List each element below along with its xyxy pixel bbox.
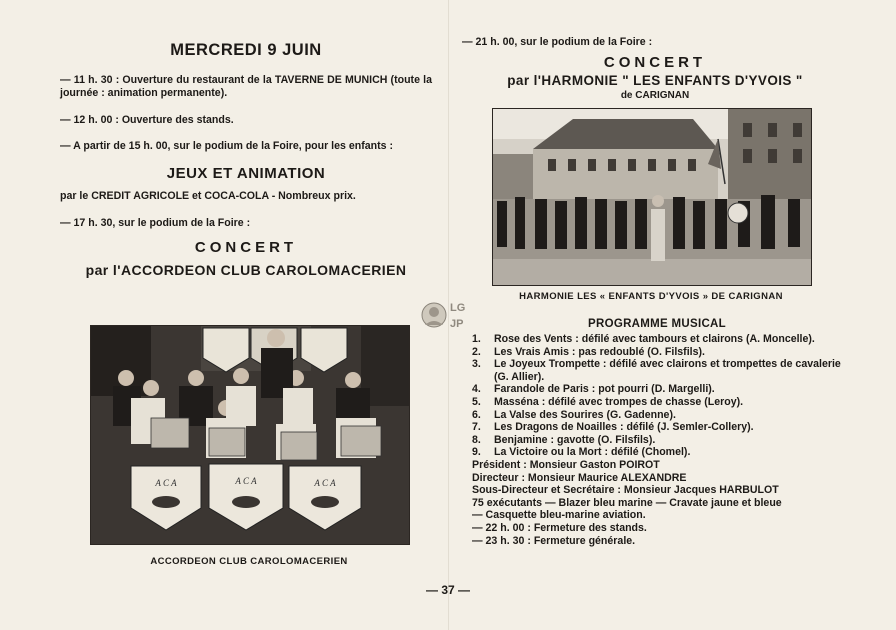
item-number: 8. <box>472 433 481 446</box>
closing-line: — 23 h. 30 : Fermeture générale. <box>472 534 636 547</box>
item-number: 5. <box>472 395 481 408</box>
item-text: Benjamine : gavotte (O. Filsfils). <box>494 433 656 446</box>
banner-letters-3: A C A <box>314 478 336 488</box>
item-number: 4. <box>472 383 481 396</box>
item-1730: — 17 h. 30, sur le podium de la Foire : <box>60 217 251 229</box>
credit-line: Président : Monsieur Gaston POIROT <box>472 458 660 471</box>
jeux-sponsors: par le CREDIT AGRICOLE et COCA-COLA - Nombreux prix. <box>60 190 356 202</box>
concert-place: de CARIGNAN <box>620 90 690 101</box>
list-item <box>472 333 842 346</box>
credit-line: Directeur : Monsieur Maurice ALEXANDRE <box>472 471 687 484</box>
list-item <box>472 346 842 359</box>
item-number: 3. <box>472 358 481 371</box>
banner-letters-2: A C A <box>235 476 257 486</box>
programme-section <box>472 318 842 547</box>
credit-line: Sous-Directeur et Secrétaire : Monsieur Jacques HARBULOT <box>472 484 779 497</box>
item-text: Rose des Vents : défilé avec tambours et clairons (A. Moncelle). <box>494 333 815 345</box>
svg-text:LG: LG <box>450 302 466 314</box>
item-text: Les Vrais Amis : pas redoublé (O. Filsfils). <box>494 345 705 358</box>
list-item <box>472 434 842 447</box>
item-text: Les Dragons de Noailles : défilé (J. Semler-Collery). <box>494 421 754 434</box>
list-item <box>472 409 842 422</box>
day-heading: MERCREDI 9 JUIN <box>170 41 322 59</box>
item-number: 2. <box>472 345 481 358</box>
item-1500: — A partir de 15 h. 00, sur le podium de la Foire, pour les enfants : <box>60 140 393 152</box>
concert-sub-left: par l'ACCORDEON CLUB CAROLOMACERIEN <box>85 262 407 278</box>
item-text: Farandole de Paris : pot pourri (D. Margelli). <box>494 383 715 396</box>
list-item <box>472 446 842 459</box>
concert-heading-right: CONCERT <box>603 54 707 71</box>
item-1200: — 12 h. 00 : Ouverture des stands. <box>60 114 234 126</box>
item-2100: — 21 h. 00, sur le podium de la Foire : <box>462 36 653 48</box>
item-text: La Valse des Sourires (G. Gadenne). <box>494 408 676 421</box>
concert-sub-right: par l'HARMONIE " LES ENFANTS D'YVOIS " <box>507 73 803 88</box>
harmonie-photo <box>492 108 812 286</box>
item-text: La Victoire ou la Mort : défilé (Chomel). <box>494 446 691 459</box>
accordion-photo-caption: ACCORDEON CLUB CAROLOMACERIEN <box>150 556 348 567</box>
item-text: Masséna : défilé avec trompes de chasse (Leroy). <box>494 395 744 408</box>
item-1130: — 11 h. 30 : Ouverture du restaurant de la TAVERNE DE MUNICH (toute la journée : animation permanente). <box>60 74 432 99</box>
closing-line: — 22 h. 00 : Fermeture des stands. <box>472 521 647 534</box>
programme-title: PROGRAMME MUSICAL <box>588 318 726 330</box>
programme-list <box>472 333 842 547</box>
credit-line: — Casquette bleu-marine aviation. <box>472 509 646 522</box>
list-item <box>472 358 842 383</box>
harmonie-photo-caption: HARMONIE LES « ENFANTS D'YVOIS » DE CARIGNAN <box>519 291 783 302</box>
item-number: 9. <box>472 446 481 459</box>
credit-line: 75 exécutants — Blazer bleu marine — Cravate jaune et bleue <box>472 496 782 509</box>
left-column <box>60 38 432 278</box>
svg-text:JP: JP <box>450 318 464 330</box>
item-text: Le Joyeux Trompette : défilé avec clairons et trompettes de cavalerie (G. Allier). <box>494 358 841 383</box>
list-item <box>472 396 842 409</box>
list-item <box>472 421 842 434</box>
item-number: 7. <box>472 421 481 434</box>
item-number: 1. <box>472 333 481 345</box>
right-column <box>462 36 844 102</box>
item-number: 6. <box>472 408 481 421</box>
list-item <box>472 383 842 396</box>
concert-heading-left: CONCERT <box>194 239 298 256</box>
accordion-club-photo <box>90 325 410 545</box>
page-number: — 37 — <box>425 583 470 597</box>
banner-letters-1: A C A <box>155 478 177 488</box>
lgjp-logo <box>420 295 476 335</box>
jeux-heading: JEUX ET ANIMATION <box>166 165 326 182</box>
